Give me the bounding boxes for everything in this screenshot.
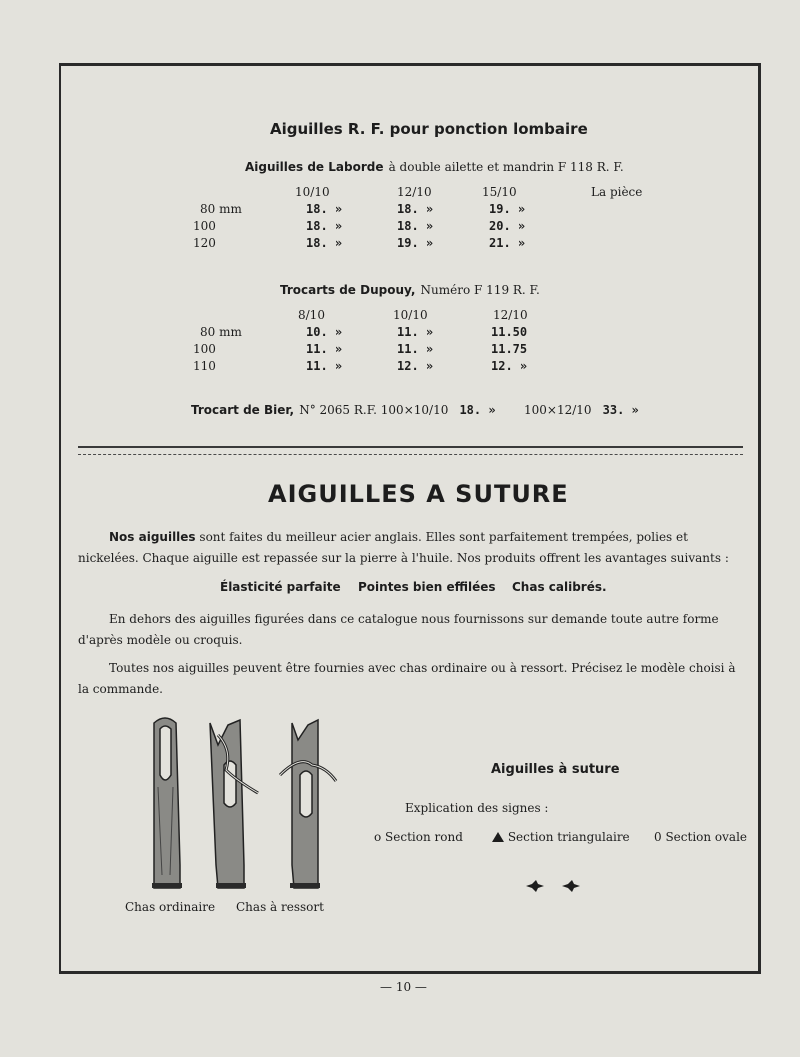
dupouy-cell: 12. » [397, 359, 434, 373]
laborde-header-3: 15/10 [482, 185, 517, 199]
legend-subtitle: Explication des signes : [405, 801, 549, 815]
dupouy-header-1: 8/10 [298, 308, 325, 322]
laborde-cell: 19. » [397, 236, 434, 250]
laborde-row-label: 80 mm [200, 202, 242, 216]
dupouy-cell: 11. » [306, 359, 343, 373]
intro-paragraph [78, 527, 743, 569]
laborde-heading [245, 156, 624, 175]
laborde-title: Aiguilles de Laborde [245, 160, 384, 174]
laborde-header-1: 10/10 [295, 185, 330, 199]
needle-spring-eye-icon-1 [210, 720, 258, 888]
bier-price-1: 18. » [459, 403, 496, 417]
page-number: — 10 — [380, 980, 427, 994]
bier-line [191, 399, 496, 418]
rf-title: Aiguilles R. F. pour ponction lombaire [270, 120, 588, 138]
laborde-row-label: 120 [193, 236, 216, 250]
dupouy-cell: 10. » [306, 325, 343, 339]
legend-title: Aiguilles à suture [491, 762, 620, 777]
bier-desc: N° 2065 R.F. 100×10/10 [299, 403, 449, 417]
advantage-3: Chas calibrés. [512, 580, 607, 594]
dupouy-cell: 11.75 [491, 342, 528, 356]
triangle-icon [492, 832, 504, 842]
sign-oval: 0 Section ovale [654, 830, 748, 844]
dupouy-row-label: 100 [193, 342, 216, 356]
dupouy-header-2: 10/10 [393, 308, 428, 322]
laborde-cell: 18. » [306, 236, 343, 250]
laborde-cell: 18. » [397, 202, 434, 216]
sign-round: o Section rond [374, 830, 463, 844]
dupouy-cell: 12. » [491, 359, 528, 373]
advantage-2: Pointes bien effilées [358, 580, 496, 594]
dupouy-title: Trocarts de Dupouy, [280, 283, 416, 297]
needle-illustrations [140, 715, 350, 893]
sign-triangular: Section triangulaire [507, 830, 630, 844]
custom-order-paragraph: En dehors des aiguilles figurées dans ce catalogue nous fournissons sur demande toute autre forme d'après modèle ou croquis. [78, 612, 719, 647]
advantage-1: Élasticité parfaite [220, 580, 341, 594]
sign-triangular-line [492, 830, 630, 844]
dupouy-cell: 11. » [397, 342, 434, 356]
intro-text: sont faites du meilleur acier anglais. Elles sont parfaitement trempées, polies et nickelées. Chaque aiguille est repassée sur la pierre à l'huile. Nos produits offrent les avantages suivants : [78, 530, 729, 565]
needle-ordinary-icon [152, 718, 182, 888]
laborde-header-2: 12/10 [397, 185, 432, 199]
dupouy-row-label: 110 [193, 359, 216, 373]
needle-spring-eye-icon-2 [280, 720, 336, 888]
eye-type-paragraph: Toutes nos aiguilles peuvent être fournies avec chas ordinaire ou à ressort. Précisez le modèle choisi à la commande. [78, 661, 736, 696]
bier-price-2: 33. » [602, 403, 639, 417]
bier-line-2 [524, 399, 639, 418]
dupouy-cell: 11. » [306, 342, 343, 356]
laborde-cell: 18. » [397, 219, 434, 233]
ornament-icon [522, 878, 592, 894]
laborde-cell: 18. » [306, 202, 343, 216]
bier-desc-2: 100×12/10 [524, 403, 592, 417]
laborde-row-label: 100 [193, 219, 216, 233]
caption-spring: Chas à ressort [236, 900, 324, 914]
dupouy-desc: Numéro F 119 R. F. [420, 283, 540, 297]
laborde-cell: 18. » [306, 219, 343, 233]
laborde-desc: à double ailette et mandrin F 118 R. F. [388, 160, 624, 174]
dupouy-cell: 11.50 [491, 325, 528, 339]
section-divider [78, 446, 743, 455]
intro-bold: Nos aiguilles [109, 530, 196, 544]
laborde-cell: 20. » [489, 219, 526, 233]
dupouy-row-label: 80 mm [200, 325, 242, 339]
laborde-cell: 21. » [489, 236, 526, 250]
bier-title: Trocart de Bier, [191, 403, 295, 417]
caption-ordinary: Chas ordinaire [125, 900, 216, 914]
suture-title: AIGUILLES A SUTURE [268, 480, 569, 508]
dupouy-heading [280, 279, 540, 298]
laborde-cell: 19. » [489, 202, 526, 216]
dupouy-header-3: 12/10 [493, 308, 528, 322]
dupouy-cell: 11. » [397, 325, 434, 339]
unit-label: La pièce [591, 185, 643, 199]
